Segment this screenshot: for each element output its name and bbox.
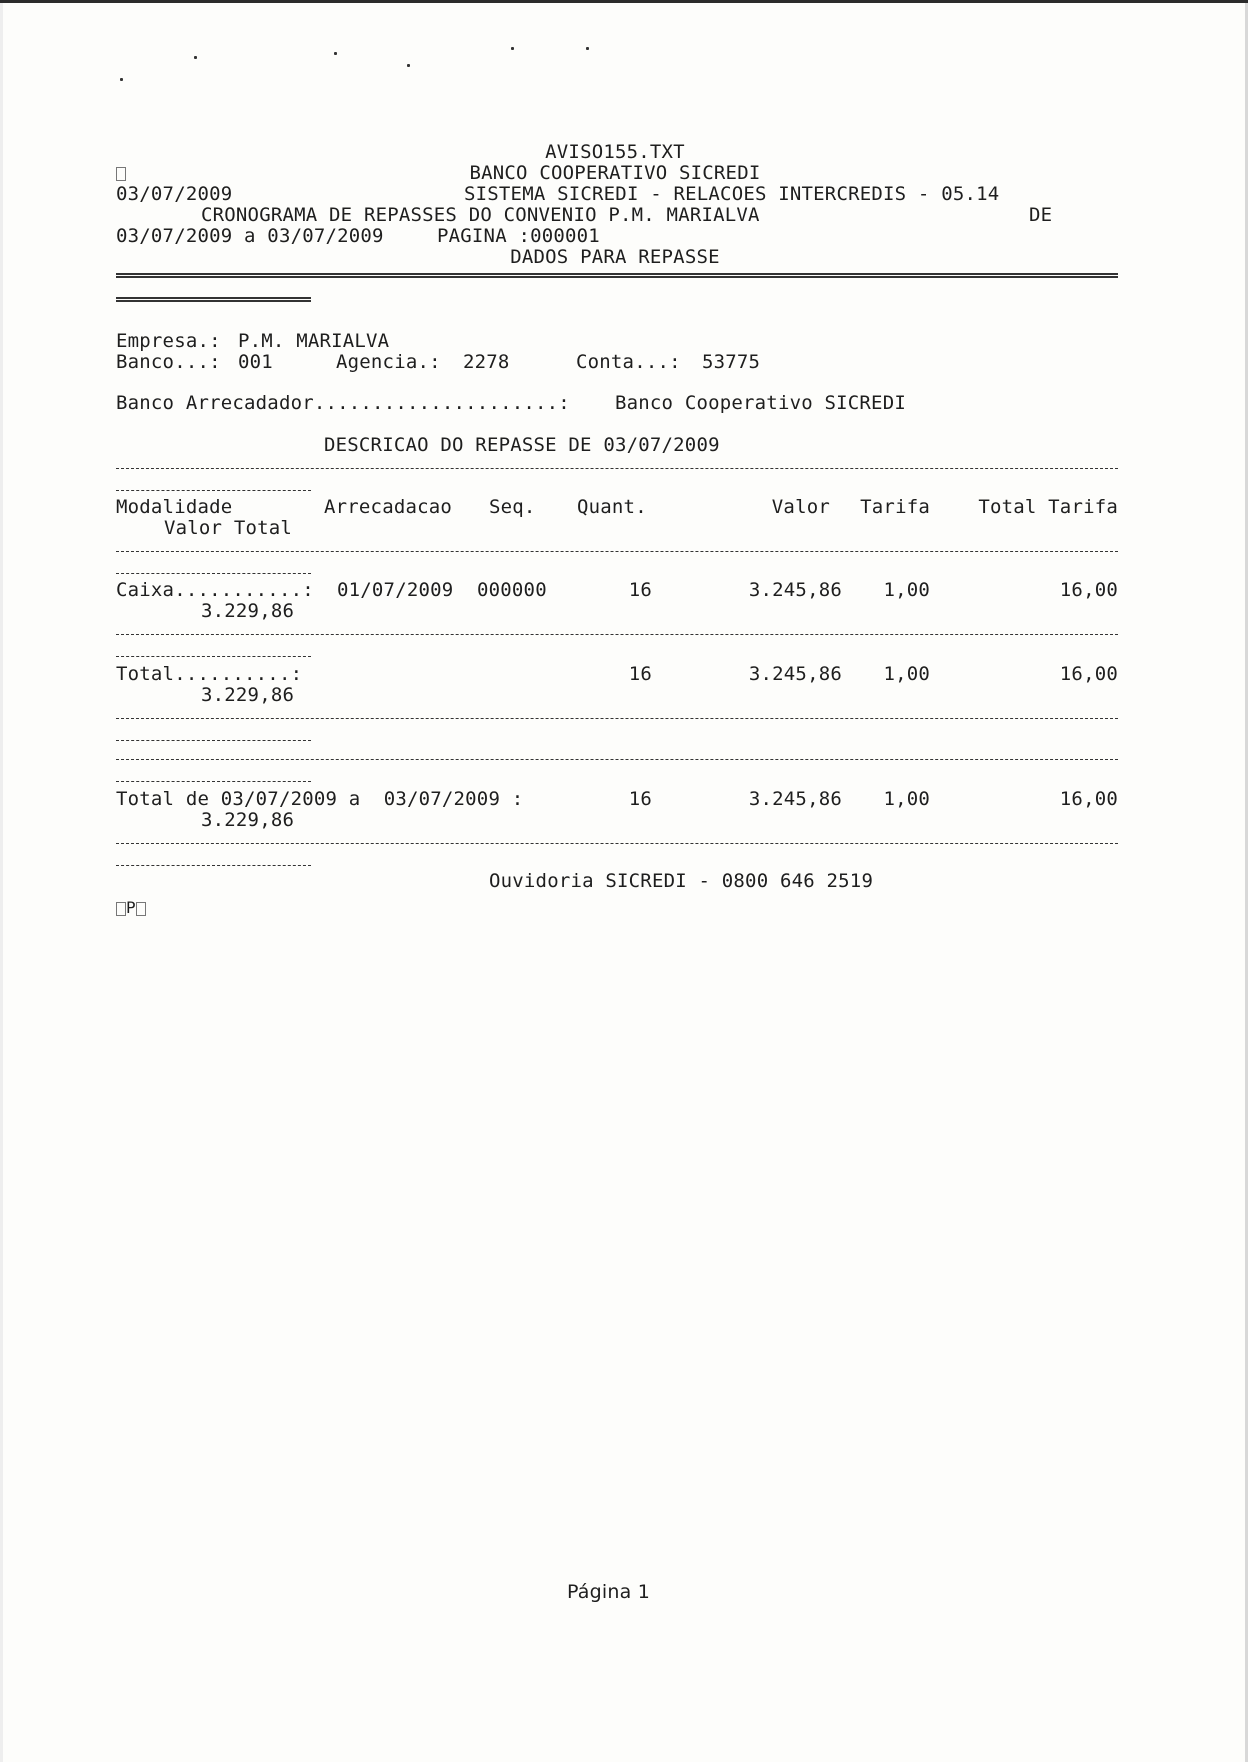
dashed-rule bbox=[116, 656, 311, 657]
report-date: 03/07/2009 bbox=[116, 183, 233, 205]
end-mark-text: P bbox=[126, 898, 136, 917]
row-caixa-total-tarifa: 16,00 bbox=[1059, 579, 1118, 601]
section-title: DADOS PARA REPASSE bbox=[510, 246, 720, 268]
end-mark bbox=[116, 897, 146, 918]
schedule-title: CRONOGRAMA DE REPASSES DO CONVENIO P.M. MARIALVA bbox=[201, 204, 760, 226]
scan-speck bbox=[407, 64, 410, 67]
scan-speck bbox=[334, 52, 337, 55]
row-period-total-tarifa: 16,00 bbox=[1059, 788, 1118, 810]
row-caixa-modalidade: Caixa...........: bbox=[116, 579, 314, 601]
row-period-quant: 16 bbox=[628, 788, 652, 810]
scan-speck bbox=[120, 78, 123, 81]
col-seq: Seq. bbox=[489, 496, 536, 518]
col-modalidade: Modalidade bbox=[116, 496, 233, 518]
system-line: SISTEMA SICREDI - RELACOES INTERCREDIS - 05.14 bbox=[464, 183, 1000, 205]
bank-name: BANCO COOPERATIVO SICREDI bbox=[469, 162, 761, 184]
banco-label: Banco...: bbox=[116, 351, 221, 373]
agencia-value: 2278 bbox=[463, 351, 510, 373]
description-title: DESCRICAO DO REPASSE DE 03/07/2009 bbox=[324, 434, 720, 456]
row-total-quant: 16 bbox=[628, 663, 652, 685]
row-caixa-tarifa: 1,00 bbox=[883, 579, 930, 601]
page-footer: Página 1 bbox=[567, 1581, 650, 1603]
row-period-valor-total: 3.229,86 bbox=[201, 809, 295, 831]
dashed-rule bbox=[116, 865, 311, 866]
dashed-rule bbox=[116, 718, 1118, 719]
dashed-rule bbox=[116, 490, 311, 491]
dashed-rule bbox=[116, 843, 1118, 844]
double-rule bbox=[116, 297, 311, 303]
row-period-valor: 3.245,86 bbox=[748, 788, 842, 810]
control-char-box bbox=[116, 902, 126, 916]
dashed-rule bbox=[116, 759, 1118, 760]
control-char-box bbox=[116, 163, 126, 184]
scan-speck bbox=[511, 47, 514, 50]
ouvidoria: Ouvidoria SICREDI - 0800 646 2519 bbox=[489, 870, 874, 892]
arrecadador-label: Banco Arrecadador.....................: bbox=[116, 392, 570, 414]
row-caixa-quant: 16 bbox=[628, 579, 652, 601]
banco-value: 001 bbox=[238, 351, 273, 373]
dashed-rule bbox=[116, 740, 311, 741]
conta-label: Conta...: bbox=[576, 351, 681, 373]
row-total-modalidade: Total..........: bbox=[116, 663, 303, 685]
col-tarifa: Tarifa bbox=[860, 496, 930, 518]
dashed-rule bbox=[116, 781, 311, 782]
double-rule bbox=[116, 273, 1118, 279]
scan-speck bbox=[586, 47, 589, 50]
control-char-box bbox=[136, 902, 146, 916]
row-total-total-tarifa: 16,00 bbox=[1059, 663, 1118, 685]
dashed-rule bbox=[116, 634, 1118, 635]
schedule-de: DE bbox=[1029, 204, 1053, 226]
dashed-rule bbox=[116, 573, 311, 574]
arrecadador-value: Banco Cooperativo SICREDI bbox=[615, 392, 906, 414]
period: 03/07/2009 a 03/07/2009 bbox=[116, 225, 384, 247]
page-number: PAGINA :000001 bbox=[437, 225, 600, 247]
row-caixa-seq: 000000 bbox=[477, 579, 547, 601]
col-total-tarifa: Total Tarifa bbox=[978, 496, 1118, 518]
file-title: AVISO155.TXT bbox=[545, 141, 685, 163]
col-arrecadacao: Arrecadacao bbox=[324, 496, 453, 518]
row-total-tarifa: 1,00 bbox=[883, 663, 930, 685]
row-total-valor: 3.245,86 bbox=[748, 663, 842, 685]
row-caixa-valor: 3.245,86 bbox=[748, 579, 842, 601]
empresa-label: Empresa.: bbox=[116, 330, 221, 352]
conta-value: 53775 bbox=[702, 351, 761, 373]
col-valor-total: Valor Total bbox=[164, 517, 293, 539]
col-valor: Valor bbox=[771, 496, 830, 518]
row-caixa-valor-total: 3.229,86 bbox=[201, 600, 295, 622]
dashed-rule bbox=[116, 468, 1118, 469]
empresa-value: P.M. MARIALVA bbox=[238, 330, 390, 352]
row-total-valor-total: 3.229,86 bbox=[201, 684, 295, 706]
scan-speck bbox=[194, 56, 197, 59]
dashed-rule bbox=[116, 551, 1118, 552]
row-period-modalidade: Total de 03/07/2009 a 03/07/2009 : bbox=[116, 788, 524, 810]
agencia-label: Agencia.: bbox=[336, 351, 441, 373]
col-quant: Quant. bbox=[577, 496, 647, 518]
row-period-tarifa: 1,00 bbox=[883, 788, 930, 810]
row-caixa-arrecadacao: 01/07/2009 bbox=[337, 579, 454, 601]
